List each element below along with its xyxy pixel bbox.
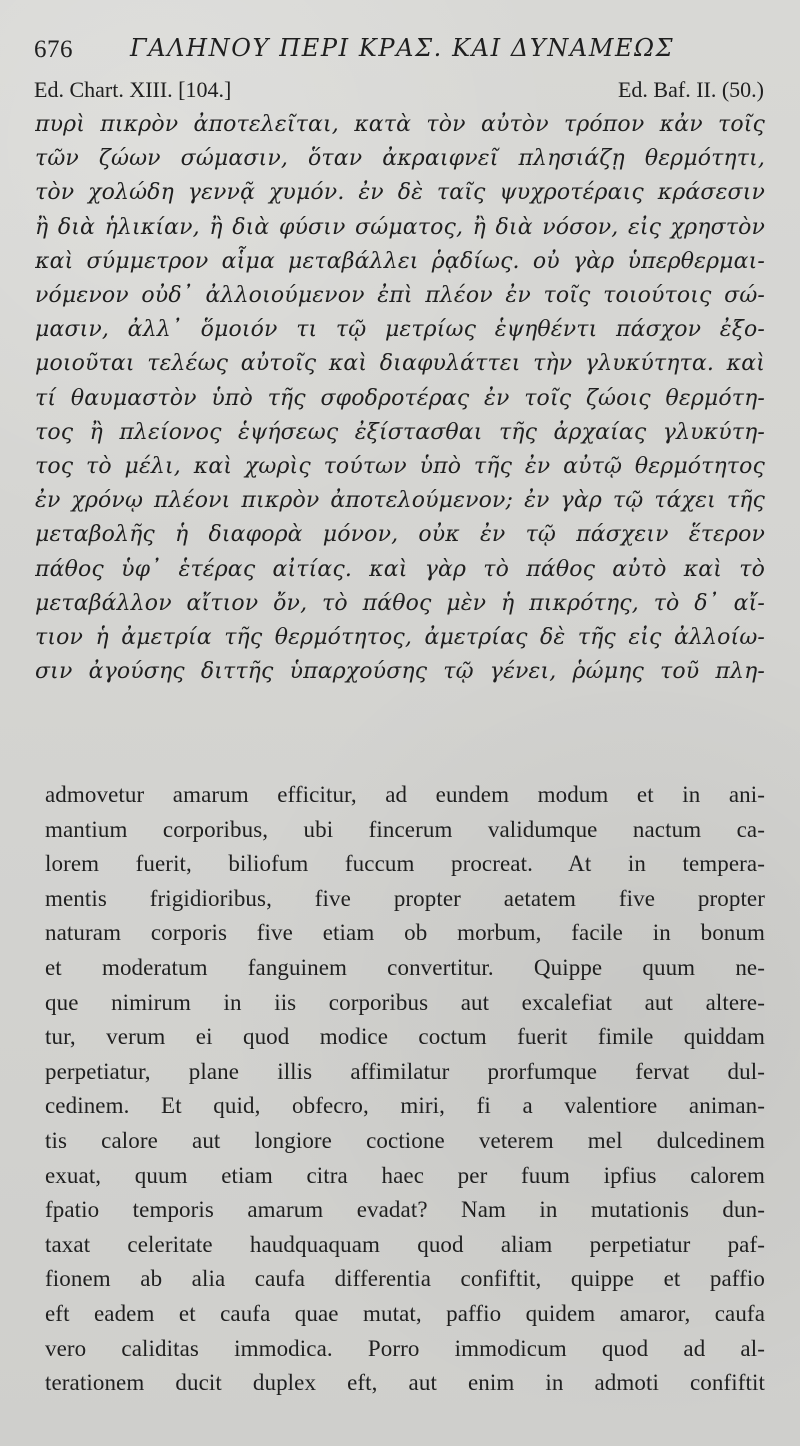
greek-line: ἢ διὰ ἡλικίαν, ἢ διὰ φύσιν σώματος, ἢ διὰ νόσον, εἰς χρηστὸν (35, 214, 765, 240)
greek-line: τος ἢ πλείονος ἑψήσεως ἐξίστασθαι τῆς ἀρχαίας γλυκύτη- (35, 419, 765, 445)
latin-text-block (45, 778, 765, 1401)
latin-line: fionem ab alia caufa differentia confiftit, quippe et paffio (45, 1266, 765, 1292)
latin-line: mantium corporibus, ubi fincerum validumque nactum ca- (45, 816, 765, 842)
page-number: 676 (34, 36, 73, 63)
greek-line: νόμενον οὐδ᾽ ἀλλοιούμενον ἐπὶ πλέον ἐν τοῖς τοιούτοις σώ- (35, 283, 765, 309)
greek-line: μεταβολῆς ἡ διαφορὰ μόνον, οὐκ ἐν τῷ πάσχειν ἕτερον (35, 522, 765, 548)
greek-line: σιν ἀγούσης διττῆς ὑπαρχούσης τῷ γένει, ῥώμης τοῦ πλη- (35, 659, 765, 685)
latin-line: taxat celeritate haudquaquam quod aliam perpetiatur paf- (45, 1231, 765, 1257)
greek-text-block (35, 108, 765, 689)
greek-line: τιον ἡ ἀμετρία τῆς θερμότητος, ἀμετρίας δὲ τῆς εἰς ἀλλοίω- (35, 625, 765, 651)
latin-line: cedinem. Et quid, obfecro, miri, fi a valentiore animan- (45, 1093, 765, 1119)
greek-line: τῶν ζώων σώμασιν, ὅταν ἀκραιφνεῖ πλησιάζῃ θερμότητι, (35, 146, 765, 172)
latin-line: naturam corporis five etiam ob morbum, facile in bonum (45, 920, 765, 946)
latin-line: tis calore aut longiore coctione veterem mel dulcedinem (45, 1127, 765, 1153)
latin-line: exuat, quum etiam citra haec per fuum ipfius calorem (45, 1162, 765, 1188)
edition-basel-reference: Ed. Baf. II. (50.) (617, 77, 764, 102)
greek-line: μασιν, ἀλλ᾽ ὅμοιόν τι τῷ μετρίως ἑψηθέντι πάσχον ἐξο- (35, 317, 765, 343)
latin-line: mentis frigidioribus, five propter aetatem five propter (45, 885, 765, 911)
greek-line: καὶ σύμμετρον αἷμα μεταβάλλει ῥᾳδίως. οὐ γὰρ ὑπερθερμαι- (35, 248, 765, 274)
greek-line: ἐν χρόνῳ πλέονι πικρὸν ἀποτελούμενον; ἐν γὰρ τῷ τάχει τῆς (35, 488, 765, 514)
greek-line: μεταβάλλον αἴτιον ὄν, τὸ πάθος μὲν ἡ πικρότης, τὸ δ᾽ αἴ- (35, 590, 765, 616)
latin-line: lorem fuerit, biliofum fuccum procreat. At in tempera- (45, 851, 765, 877)
greek-line: πάθος ὑφ᾽ ἑτέρας αἰτίας. καὶ γὰρ τὸ πάθος αὐτὸ καὶ τὸ (35, 556, 765, 582)
running-title: ΓΑΛΗΝΟΥ ΠΕΡΙ ΚΡΑΣ. ΚΑΙ ΔΥΝΑΜΕΩΣ (130, 34, 675, 62)
latin-line: et moderatum fanguinem convertitur. Quippe quum ne- (45, 954, 765, 980)
latin-line: fpatio temporis amarum evadat? Nam in mutationis dun- (45, 1197, 765, 1223)
edition-chart-reference: Ed. Chart. XIII. [104.] (34, 77, 232, 102)
greek-line: τος τὸ μέλι, καὶ χωρὶς τούτων ὑπὸ τῆς ἐν αὐτῷ θερμότητος (35, 454, 765, 480)
latin-line: terationem ducit duplex eft, aut enim in admoti confiftit (45, 1370, 765, 1396)
greek-line: πυρὶ πικρὸν ἀποτελεῖται, κατὰ τὸν αὐτὸν τρόπον κἀν τοῖς (35, 112, 765, 137)
latin-line: que nimirum in iis corporibus aut excalefiat aut altere- (45, 989, 765, 1015)
greek-line: τί θαυμαστὸν ὑπὸ τῆς σφοδροτέρας ἐν τοῖς ζώοις θερμότη- (35, 385, 765, 411)
edition-line (34, 77, 764, 105)
latin-line: admovetur amarum efficitur, ad eundem modum et in ani- (45, 782, 765, 807)
latin-line: eft eadem et caufa quae mutat, paffio quidem amaror, caufa (45, 1300, 765, 1326)
latin-line: tur, verum ei quod modice coctum fuerit fimile quiddam (45, 1024, 765, 1050)
latin-line: vero caliditas immodica. Porro immodicum quod ad al- (45, 1335, 765, 1361)
greek-line: μοιοῦται τελέως αὐτοῖς καὶ διαφυλάττει τὴν γλυκύτητα. καὶ (35, 351, 765, 377)
page-header (34, 30, 769, 68)
greek-line: τὸν χολώδη γεννᾷ χυμόν. ἐν δὲ ταῖς ψυχροτέραις κράσεσιν (35, 180, 765, 206)
latin-line: perpetiatur, plane illis affimilatur prorfumque fervat dul- (45, 1058, 765, 1084)
